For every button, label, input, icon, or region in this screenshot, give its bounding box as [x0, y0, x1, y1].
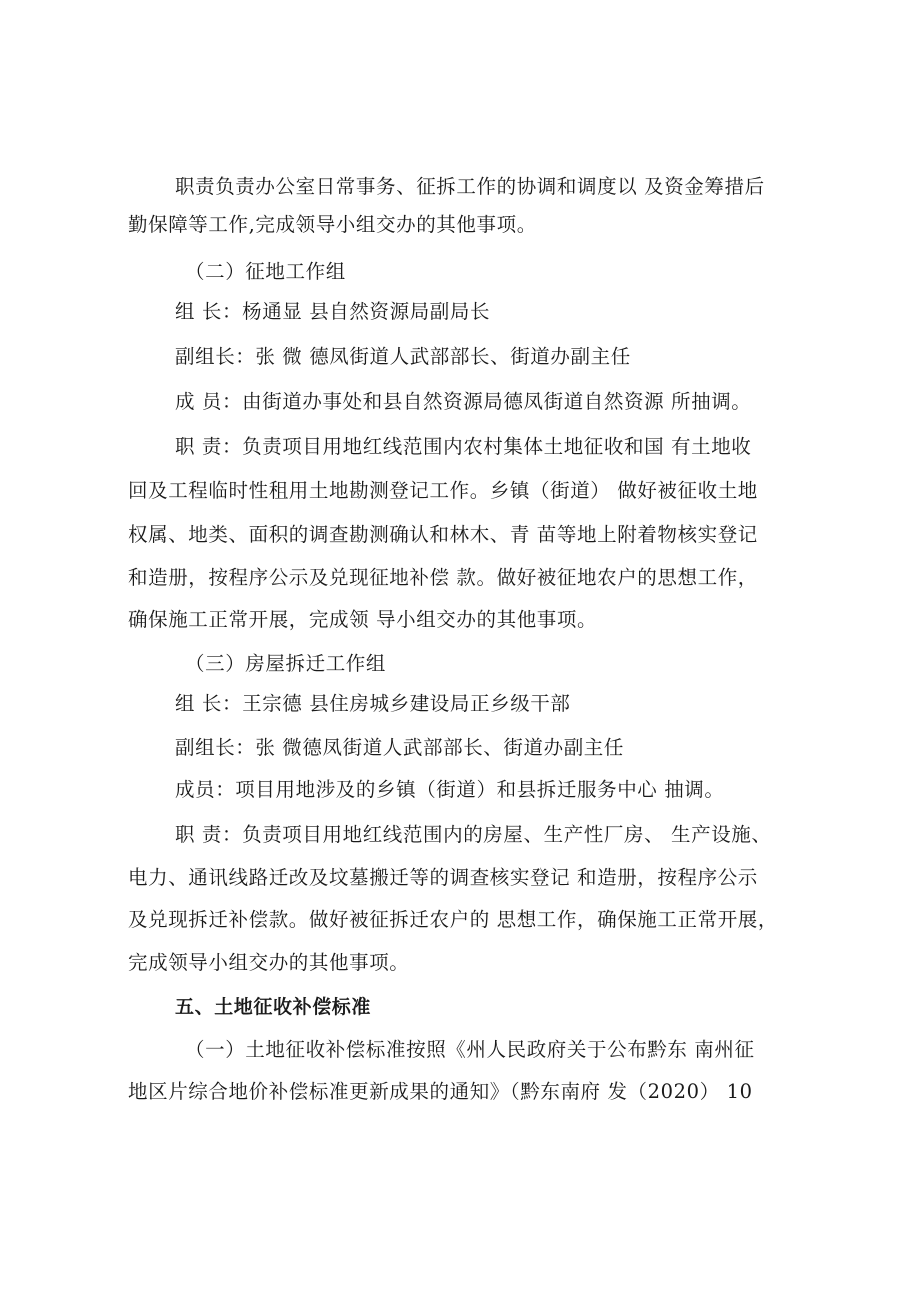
text-line: 职责负责办公室日常事务、征拆工作的协调和调度以 及资金筹措后	[175, 175, 765, 198]
text-line: 组 长：王宗德 县住房城乡建设局正乡级干部	[175, 692, 571, 715]
text-line: 电力、通讯线路迁改及坟墓搬迁等的调查核实登记 和造册，按程序公示	[128, 866, 758, 889]
text-line: 确保施工正常开展，完成领 导小组交办的其他事项。	[128, 608, 598, 631]
text-line: 勤保障等工作,完成领导小组交办的其他事项。	[128, 213, 537, 236]
text-line: 权属、地类、面积的调查勘测确认和林木、青 苗等地上附着物核实登记	[128, 523, 758, 546]
text-line: 回及工程临时性租用土地勘测登记工作。乡镇（街道） 做好被征收土地	[128, 479, 758, 502]
text-line: 职 责：负责项目用地红线范围内农村集体土地征收和国 有土地收	[175, 435, 752, 458]
section-subheading: （三）房屋拆迁工作组	[185, 652, 387, 675]
text-line: 副组长：张 微 德凤街道人武部部长、街道办副主任	[175, 345, 631, 368]
text-line: 职 责：负责项目用地红线范围内的房屋、生产性厂房、 生产设施、	[175, 823, 772, 846]
text-line: 组 长：杨通显 县自然资源局副局长	[175, 300, 491, 323]
text-line: （一）土地征收补偿标准按照《州人民政府关于公布黔东 南州征	[185, 1038, 755, 1061]
text-line: 副组长：张 微德凤街道人武部部长、街道办副主任	[175, 736, 624, 759]
section-heading: 五、土地征收补偿标准	[175, 996, 372, 1018]
text-line: 地区片综合地价补偿标准更新成果的通知》（黔东南府 发（2020） 10	[128, 1080, 753, 1103]
text-line: 和造册，按程序公示及兑现征地补偿 款。做好被征地农户的思想工作，	[128, 566, 758, 589]
section-subheading: （二）征地工作组	[185, 260, 346, 283]
text-line: 完成领导小组交办的其他事项。	[128, 951, 410, 974]
text-line: 成 员：由街道办事处和县自然资源局德凤街道自然资源 所抽调。	[175, 390, 752, 413]
text-line: 及兑现拆迁补偿款。做好被征拆迁农户的 思想工作，确保施工正常开展，	[128, 908, 778, 931]
text-line: 成员：项目用地涉及的乡镇（街道）和县拆迁服务中心 抽调。	[175, 778, 725, 801]
